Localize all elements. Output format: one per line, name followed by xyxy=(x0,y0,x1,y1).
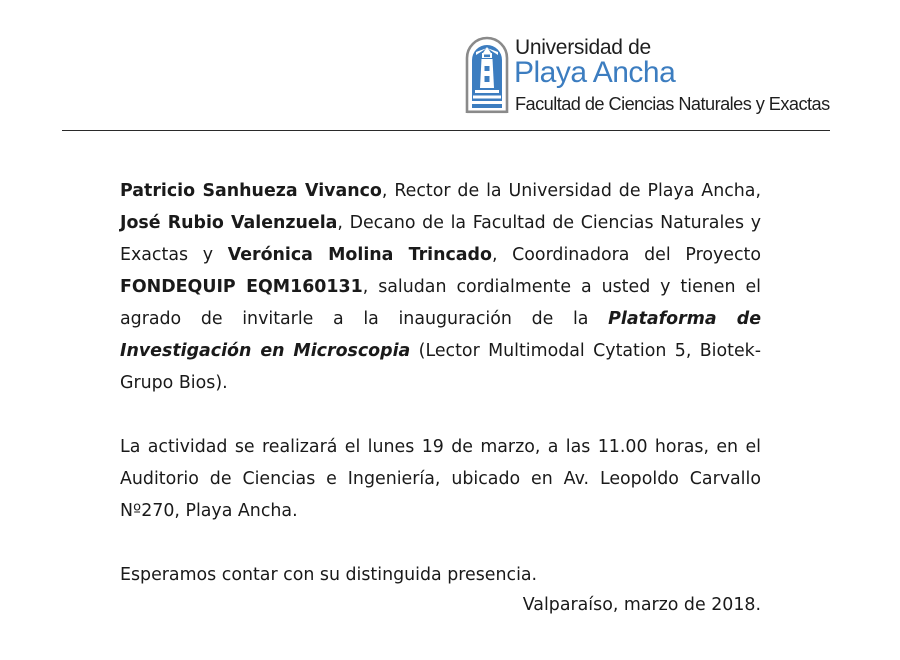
university-logo xyxy=(464,36,844,116)
rector-name: Patricio Sanhueza Vivanco xyxy=(120,181,382,201)
platform-name: Plataforma de Investigación en Microscopia xyxy=(120,309,761,361)
lighthouse-emblem-icon xyxy=(464,36,510,114)
invitation-paragraph-3: Esperamos contar con su distinguida presencia. xyxy=(120,565,538,585)
dean-name: José Rubio Valenzuela xyxy=(120,213,338,233)
text-segment: , Decano de la Facultad de Ciencias Naturales y Exactas y xyxy=(120,213,761,265)
text-segment: , Rector de la Universidad de Playa Ancha, xyxy=(381,181,761,201)
invitation-paragraph-2: La actividad se realizará el lunes 19 de marzo, a las 11.00 horas, en el Auditorio de Ciencias e Ingeniería, ubicado en Av. Leopoldo Carvallo Nº270, Playa Ancha. xyxy=(120,437,761,521)
invitation-paragraph-1 xyxy=(120,175,761,399)
text-segment: , Coordinadora del Proyecto xyxy=(491,245,761,265)
logo-faculty-name: Facultad de Ciencias Naturales y Exactas xyxy=(515,94,830,114)
logo-university-name: Playa Ancha xyxy=(514,56,676,89)
project-code: FONDEQUIP EQM160131 xyxy=(120,277,363,297)
text-segment: , saludan cordialmente a usted y tienen el agrado de invitarle a la inauguración de la xyxy=(120,277,762,329)
text-segment: (Lector Multimodal Cytation 5, Biotek-Grupo Bios). xyxy=(120,341,762,393)
coordinator-name: Verónica Molina Trincado xyxy=(227,245,492,265)
logo-university-label: Universidad de xyxy=(515,36,651,59)
place-date-signoff: Valparaíso, marzo de 2018. xyxy=(522,595,761,615)
invitation-body xyxy=(120,175,761,591)
header-divider xyxy=(62,130,830,131)
